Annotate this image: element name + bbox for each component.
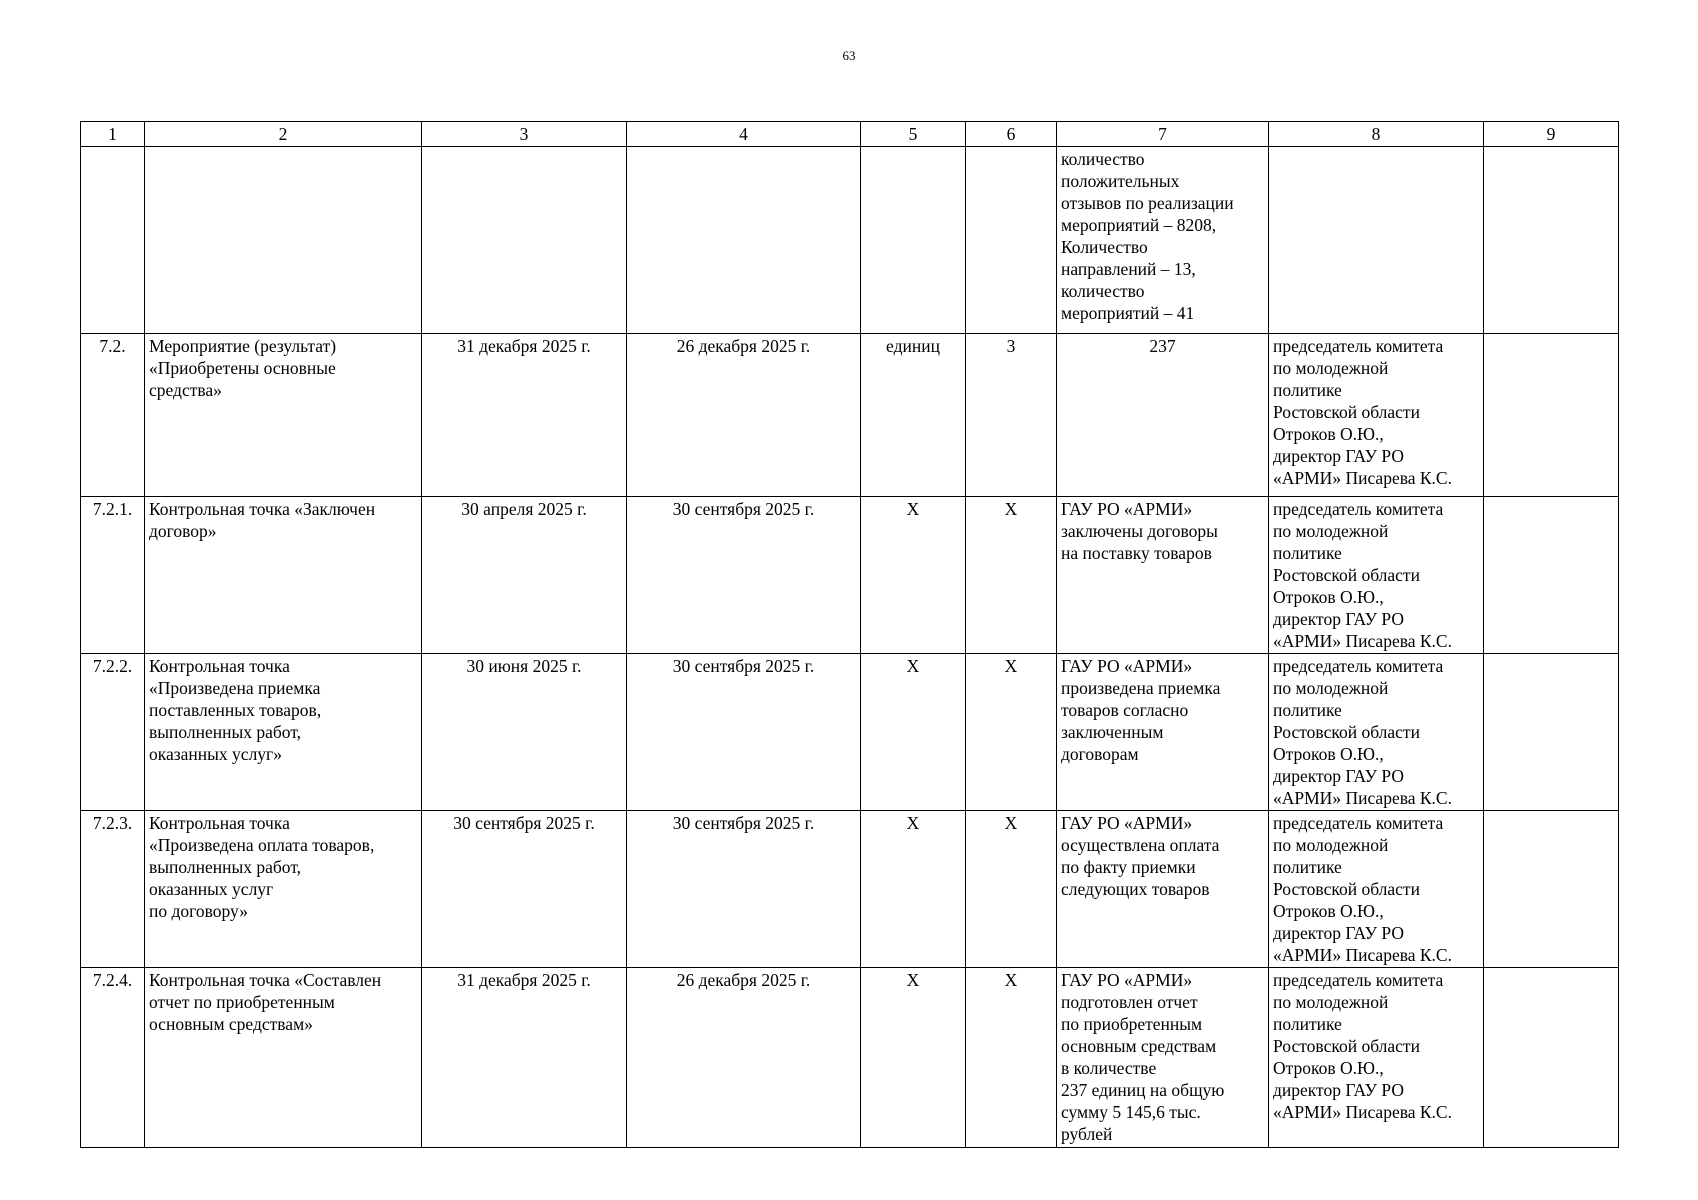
item-name: Мероприятие (результат) «Приобретены основные средства» bbox=[145, 334, 422, 497]
plan-table bbox=[80, 121, 1619, 1148]
responsible-persons: председатель комитета по молодежной политике Ростовской области Отроков О.Ю., директор ГАУ РО «АРМИ» Писарева К.С. bbox=[1269, 968, 1484, 1148]
end-date: 26 декабря 2025 г. bbox=[627, 968, 861, 1148]
table-row bbox=[81, 147, 1619, 334]
unit: Х bbox=[861, 811, 966, 968]
value: Х bbox=[966, 497, 1057, 654]
value: 3 bbox=[966, 334, 1057, 497]
column-header: 5 bbox=[861, 122, 966, 147]
value: Х bbox=[966, 654, 1057, 811]
end-date bbox=[627, 147, 861, 334]
table-row bbox=[81, 334, 1619, 497]
responsible-persons bbox=[1269, 147, 1484, 334]
result-description: ГАУ РО «АРМИ» заключены договоры на поставку товаров bbox=[1057, 497, 1269, 654]
table-row bbox=[81, 654, 1619, 811]
start-date: 31 декабря 2025 г. bbox=[422, 968, 627, 1148]
column-header: 2 bbox=[145, 122, 422, 147]
item-number: 7.2.1. bbox=[81, 497, 145, 654]
item-number: 7.2.3. bbox=[81, 811, 145, 968]
value bbox=[966, 147, 1057, 334]
extra-column bbox=[1484, 334, 1619, 497]
unit: Х bbox=[861, 968, 966, 1148]
item-name: Контрольная точка «Составлен отчет по приобретенным основным средствам» bbox=[145, 968, 422, 1148]
value: Х bbox=[966, 968, 1057, 1148]
start-date: 31 декабря 2025 г. bbox=[422, 334, 627, 497]
extra-column bbox=[1484, 811, 1619, 968]
responsible-persons: председатель комитета по молодежной политике Ростовской области Отроков О.Ю., директор ГАУ РО «АРМИ» Писарева К.С. bbox=[1269, 497, 1484, 654]
start-date bbox=[422, 147, 627, 334]
start-date: 30 сентября 2025 г. bbox=[422, 811, 627, 968]
unit: Х bbox=[861, 654, 966, 811]
column-header: 8 bbox=[1269, 122, 1484, 147]
result-description: ГАУ РО «АРМИ» подготовлен отчет по приобретенным основным средствам в количестве 237 единиц на общую сумму 5 145,6 тыс. рублей bbox=[1057, 968, 1269, 1148]
item-name: Контрольная точка «Заключен договор» bbox=[145, 497, 422, 654]
column-header: 4 bbox=[627, 122, 861, 147]
extra-column bbox=[1484, 497, 1619, 654]
value: Х bbox=[966, 811, 1057, 968]
item-name: Контрольная точка «Произведена приемка поставленных товаров, выполненных работ, оказанных услуг» bbox=[145, 654, 422, 811]
column-header: 7 bbox=[1057, 122, 1269, 147]
responsible-persons: председатель комитета по молодежной политике Ростовской области Отроков О.Ю., директор ГАУ РО «АРМИ» Писарева К.С. bbox=[1269, 811, 1484, 968]
result-description: количество положительных отзывов по реализации мероприятий – 8208, Количество направлений – 13, количество мероприятий – 41 bbox=[1057, 147, 1269, 334]
end-date: 30 сентября 2025 г. bbox=[627, 497, 861, 654]
page-number: 63 bbox=[842, 48, 856, 63]
table-row bbox=[81, 497, 1619, 654]
extra-column bbox=[1484, 968, 1619, 1148]
result-description: ГАУ РО «АРМИ» осуществлена оплата по факту приемки следующих товаров bbox=[1057, 811, 1269, 968]
responsible-persons: председатель комитета по молодежной политике Ростовской области Отроков О.Ю., директор ГАУ РО «АРМИ» Писарева К.С. bbox=[1269, 654, 1484, 811]
unit: единиц bbox=[861, 334, 966, 497]
item-name bbox=[145, 147, 422, 334]
item-number bbox=[81, 147, 145, 334]
column-header: 6 bbox=[966, 122, 1057, 147]
column-header: 9 bbox=[1484, 122, 1619, 147]
extra-column bbox=[1484, 654, 1619, 811]
column-number-row bbox=[81, 122, 1619, 147]
unit bbox=[861, 147, 966, 334]
item-name: Контрольная точка «Произведена оплата товаров, выполненных работ, оказанных услуг по договору» bbox=[145, 811, 422, 968]
result-description: 237 bbox=[1057, 334, 1269, 497]
start-date: 30 июня 2025 г. bbox=[422, 654, 627, 811]
unit: Х bbox=[861, 497, 966, 654]
end-date: 26 декабря 2025 г. bbox=[627, 334, 861, 497]
column-header: 3 bbox=[422, 122, 627, 147]
item-number: 7.2. bbox=[81, 334, 145, 497]
end-date: 30 сентября 2025 г. bbox=[627, 654, 861, 811]
start-date: 30 апреля 2025 г. bbox=[422, 497, 627, 654]
result-description: ГАУ РО «АРМИ» произведена приемка товаров согласно заключенным договорам bbox=[1057, 654, 1269, 811]
table-row bbox=[81, 811, 1619, 968]
extra-column bbox=[1484, 147, 1619, 334]
column-header: 1 bbox=[81, 122, 145, 147]
end-date: 30 сентября 2025 г. bbox=[627, 811, 861, 968]
item-number: 7.2.4. bbox=[81, 968, 145, 1148]
responsible-persons: председатель комитета по молодежной политике Ростовской области Отроков О.Ю., директор ГАУ РО «АРМИ» Писарева К.С. bbox=[1269, 334, 1484, 497]
table-row bbox=[81, 968, 1619, 1148]
item-number: 7.2.2. bbox=[81, 654, 145, 811]
